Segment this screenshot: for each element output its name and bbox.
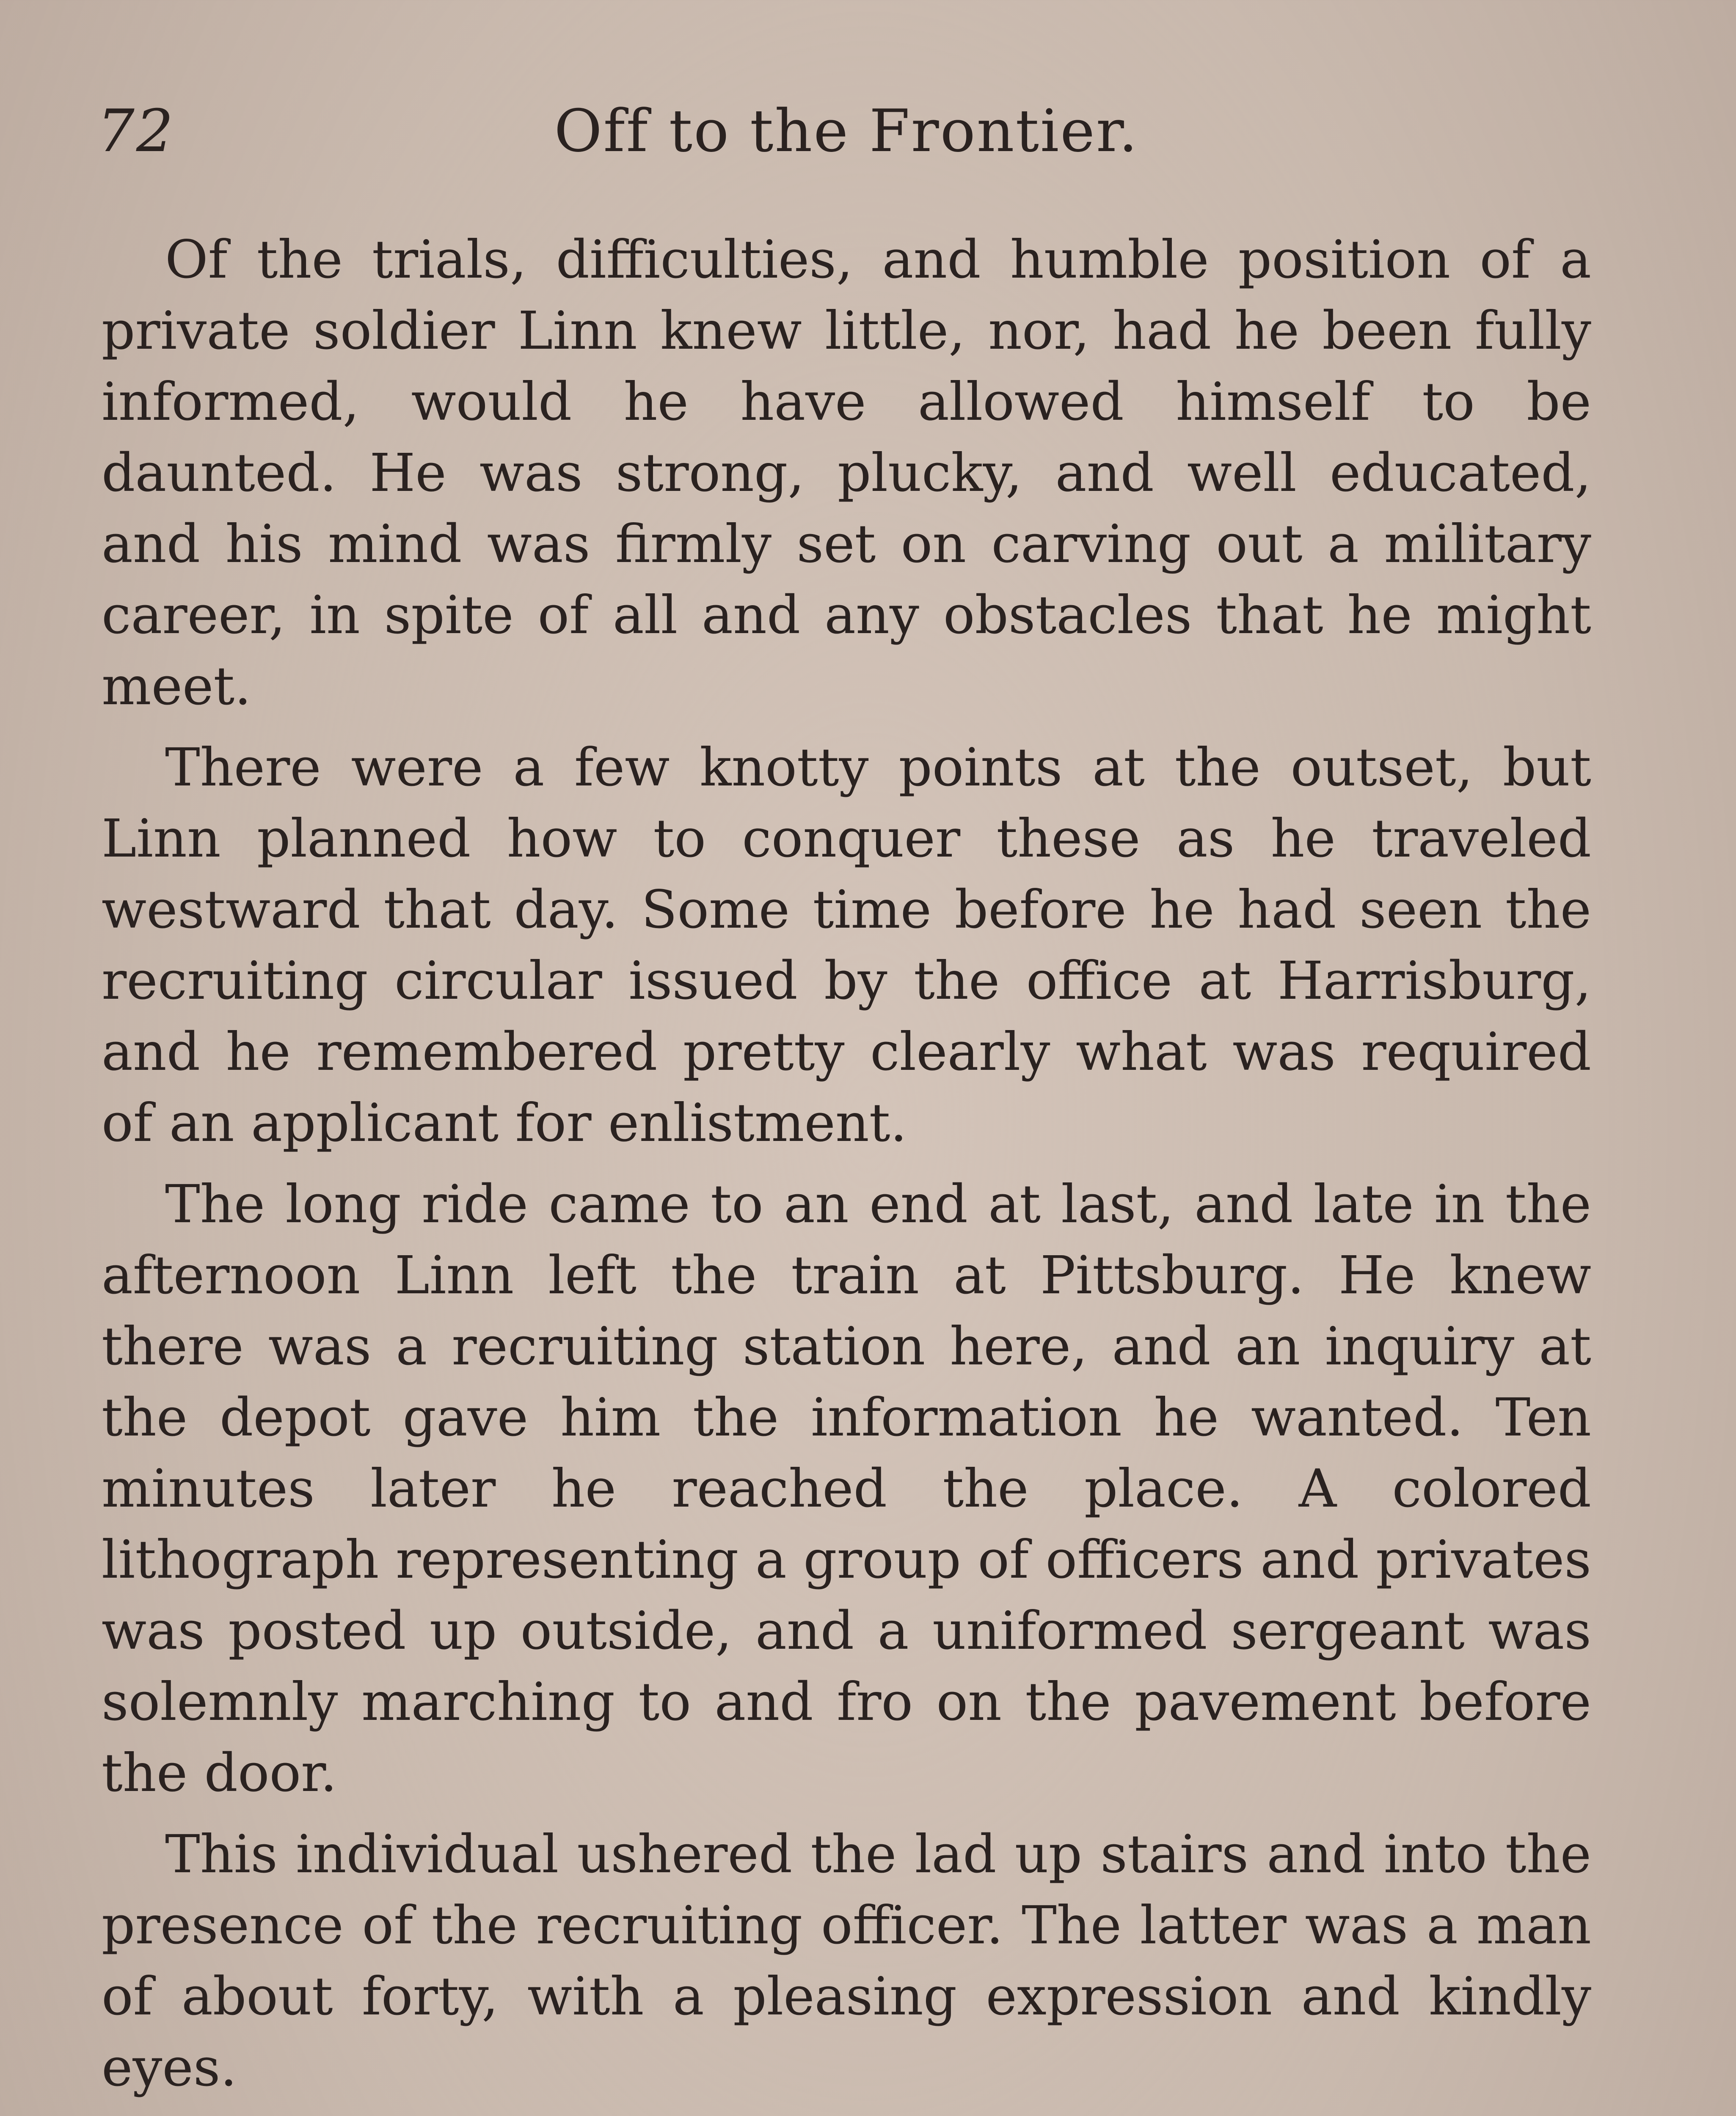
paragraph: Of the trials, difficulties, and humble position of a private soldier Linn knew little, nor, had he been fully informed, would he have allowed himself to be daunted. He was strong, plucky, and well educated, and his mind was firmly set on carving out a military career, in spite of all and any obstacles that he might meet.: [102, 229, 1591, 717]
paragraph: The long ride came to an end at last, and late in the afternoon Linn left the train at Pittsburg. He knew there was a recruiting station here, and an inquiry at the depot gave him the information he wanted. Ten minutes later he reached the place. A colored lithograph representing a group of officers and privates was posted up outside, and a uniformed sergeant was solemnly marching to and fro on the pavement before the door.: [102, 1174, 1591, 1804]
paragraph: This individual ushered the lad up stairs and into the presence of the recruiting officer. The latter was a man of about forty, with a pleasing expression and kindly eyes.: [102, 1824, 1591, 2098]
paragraph: [102, 2113, 1591, 2116]
paragraph: There were a few knotty points at the outset, but Linn planned how to conquer these as he traveled westward that day. Some time before he had seen the recruiting circular issued by the office at Harrisburg, and he remembered pretty clearly what was required of an applicant for enlistment.: [102, 737, 1591, 1154]
running-title: Off to the Frontier.: [554, 97, 1139, 165]
page-number: 72: [97, 97, 175, 165]
page-header: [97, 89, 1595, 174]
body-text: [102, 224, 1591, 2116]
